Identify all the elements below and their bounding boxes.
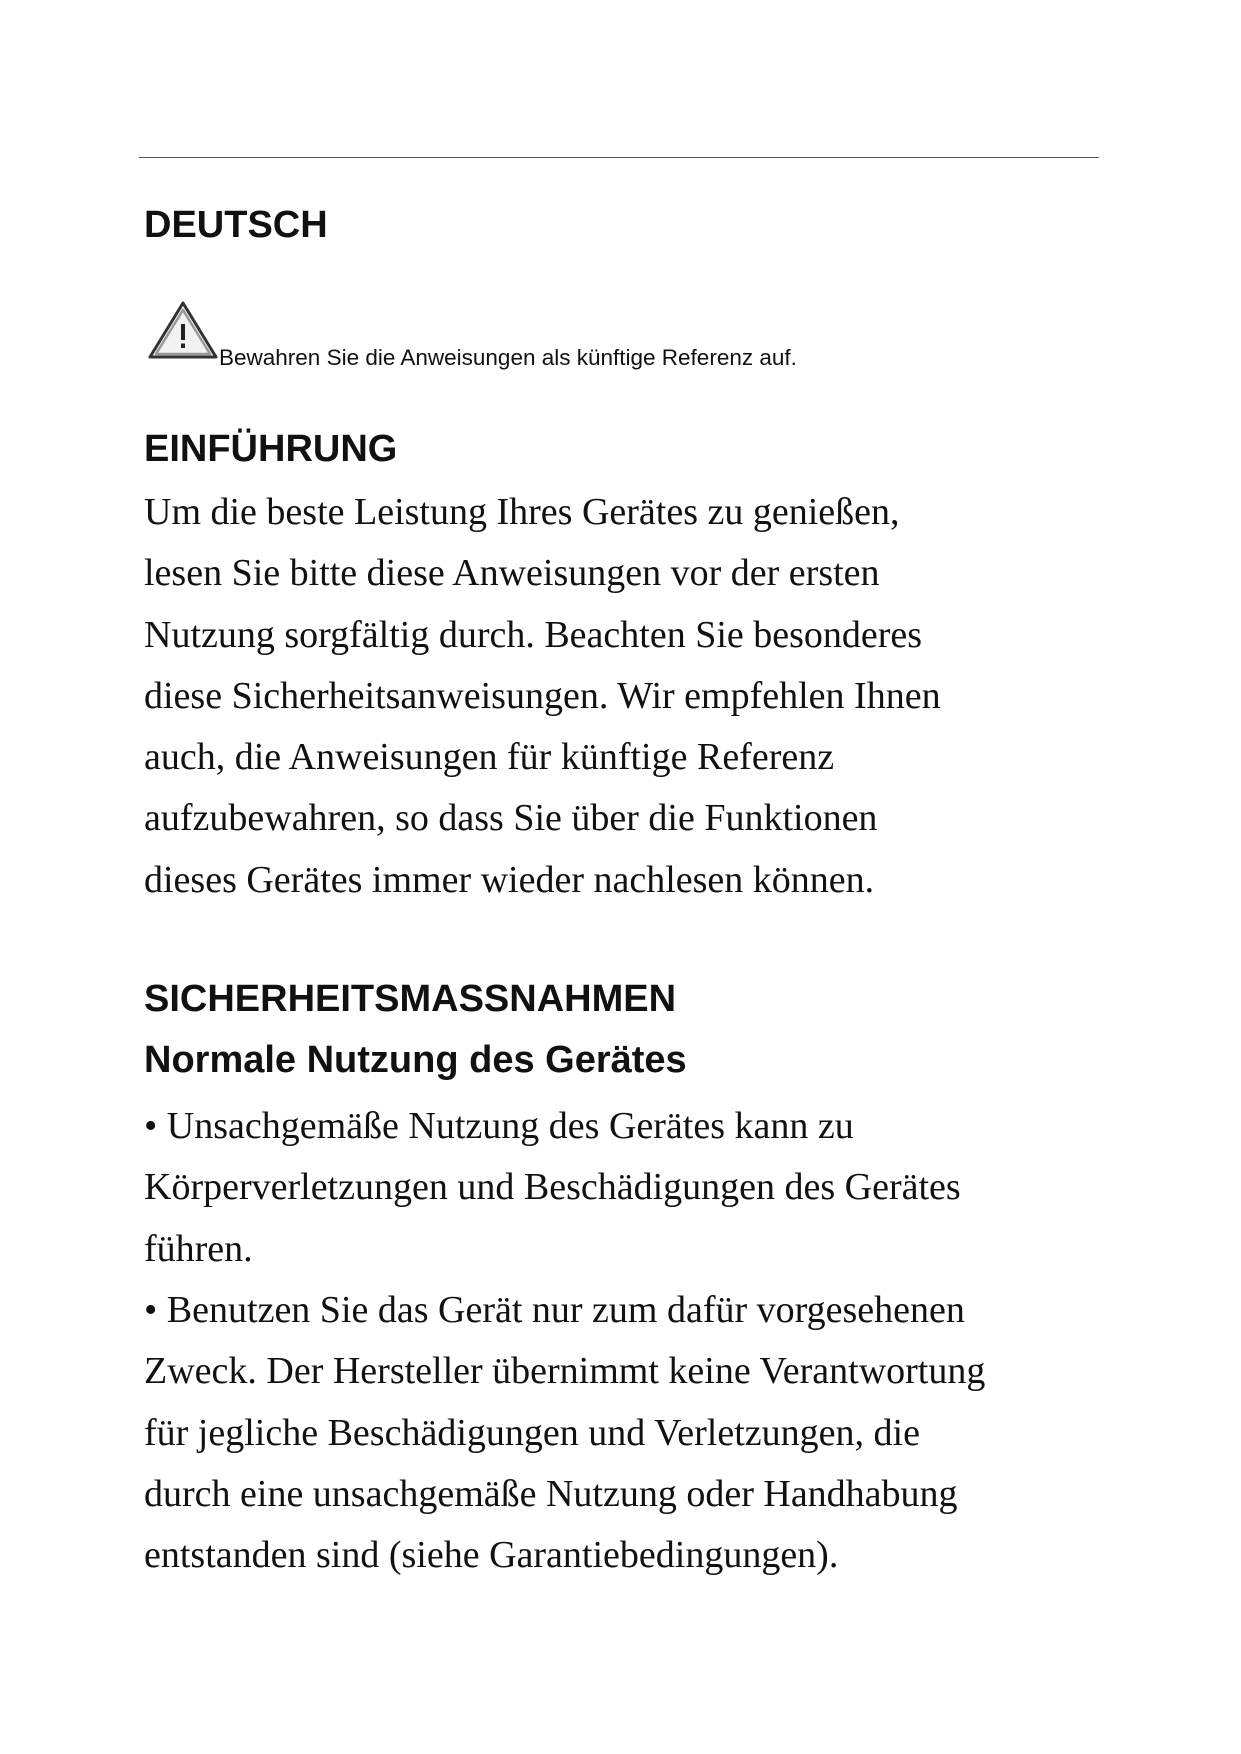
text-line: • Unsachgemäße Nutzung des Gerätes kann zu [144,1105,854,1147]
text-line: dieses Gerätes immer wieder nachlesen können. [144,858,875,901]
notice-text: Bewahren Sie die Anweisungen als künftige Referenz auf. [219,345,797,370]
warning-triangle-icon [147,300,219,362]
text-line: diese Sicherheitsanweisungen. Wir empfehlen Ihnen [144,674,941,717]
safety-subheading: Normale Nutzung des Gerätes [144,1039,687,1081]
text-line: auch, die Anweisungen für künftige Referenz [144,736,835,779]
text-line: Um die beste Leistung Ihres Gerätes zu genießen, [144,491,900,533]
text-line: aufzubewahren, so dass Sie über die Funktionen [144,797,878,840]
language-heading: DEUTSCH [144,204,328,246]
text-line: Zweck. Der Hersteller übernimmt keine Verantwortung [144,1350,986,1393]
text-line: entstanden sind (siehe Garantiebedingungen). [144,1534,839,1577]
text-line: Körperverletzungen und Beschädigungen des Gerätes [144,1166,961,1209]
text-line: • Benutzen Sie das Gerät nur zum dafür vorgesehenen [144,1289,965,1331]
text-line: führen. [144,1227,253,1270]
introduction-heading: EINFÜHRUNG [144,428,398,470]
keep-instructions-notice [147,300,1047,372]
text-line: durch eine unsachgemäße Nutzung oder Handhabung [144,1472,958,1515]
text-line: Nutzung sorgfältig durch. Beachten Sie besonderes [144,613,923,656]
safety-bullet-misuse [144,1096,961,1280]
introduction-paragraph [144,482,941,911]
safety-bullet-intended-use [144,1280,985,1586]
safety-heading: SICHERHEITSMASSNAHMEN [144,978,677,1020]
text-line: für jegliche Beschädigungen und Verletzungen, die [144,1411,920,1454]
top-divider [139,157,1099,158]
text-line: lesen Sie bitte diese Anweisungen vor der ersten [144,552,880,595]
